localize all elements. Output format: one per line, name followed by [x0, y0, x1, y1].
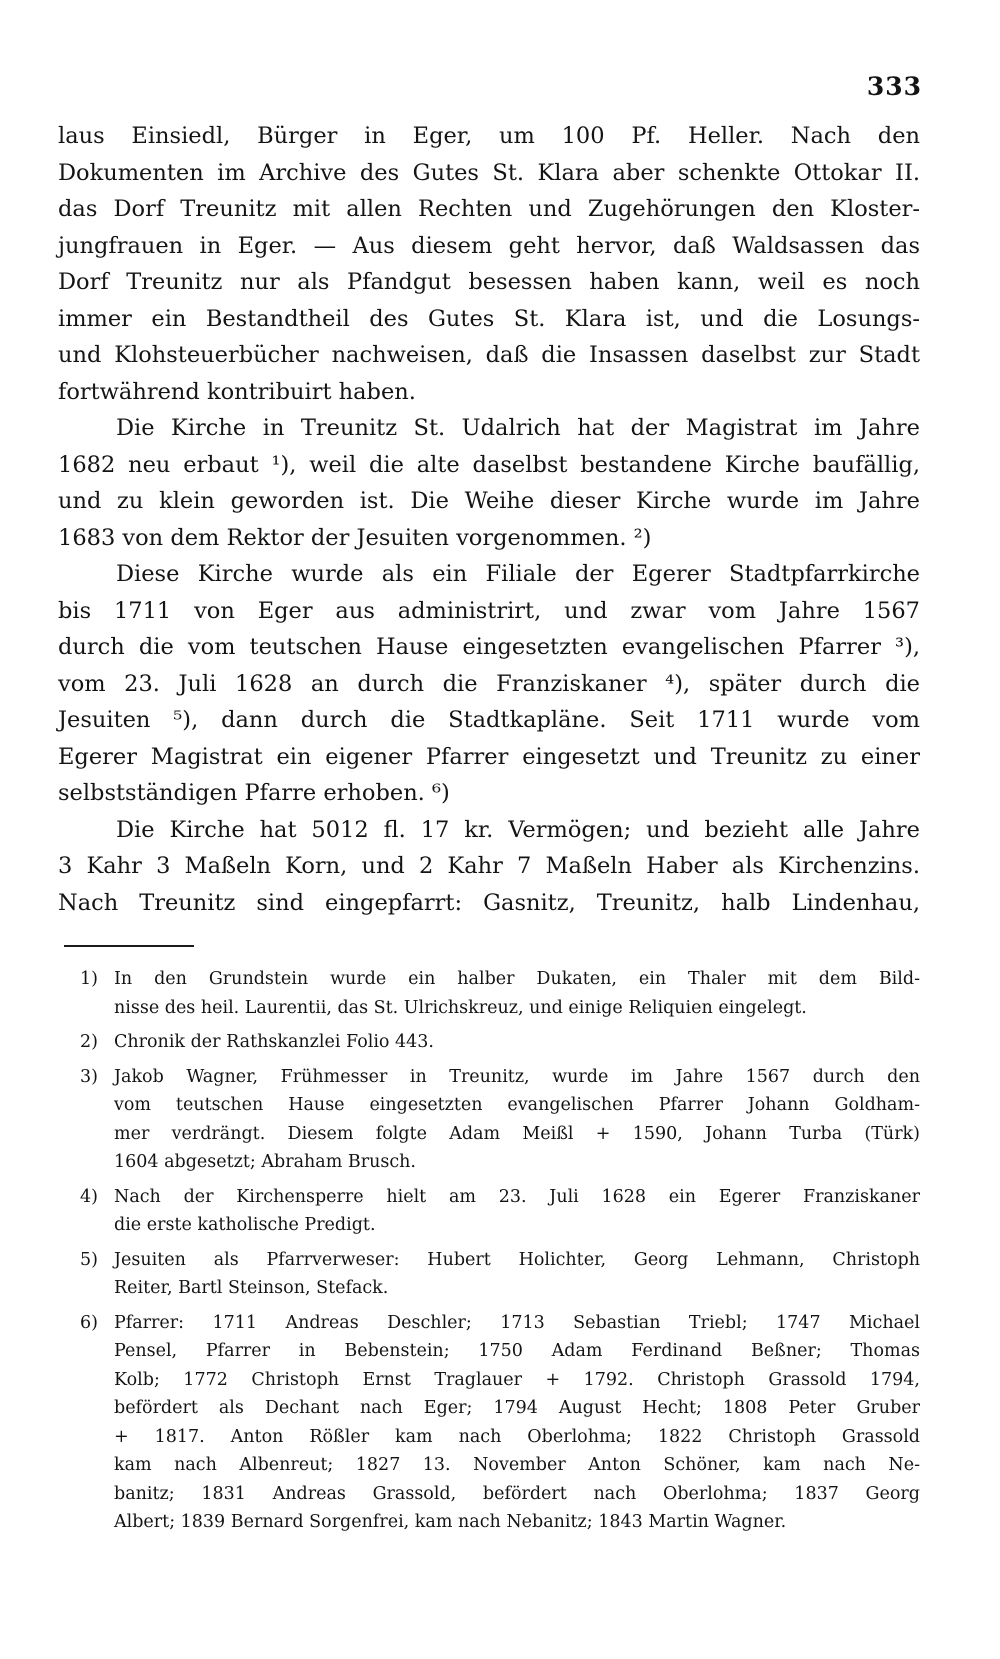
footnote-line: + 1817. Anton Rößler kam nach Oberlohma; 1822 Christoph Grassold	[114, 1426, 920, 1447]
text-line: 3 Kahr 3 Maßeln Korn, und 2 Kahr 7 Maßeln Haber als Kirchenzins.	[58, 853, 920, 879]
footnote-line: Albert; 1839 Bernard Sorgenfrei, kam nach Nebanitz; 1843 Martin Wagner.	[114, 1512, 787, 1532]
footnote-number: 6)	[80, 1312, 98, 1333]
footnote	[80, 1028, 920, 1057]
page-number: 333	[866, 72, 922, 101]
text-line: Dorf Treunitz nur als Pfandgut besessen haben kann, weil es noch	[58, 269, 920, 295]
text-line: laus Einsiedl, Bürger in Eger, um 100 Pf. Heller. Nach den	[58, 123, 920, 149]
footnote-line: Chronik der Rathskanzlei Folio 443.	[114, 1032, 434, 1052]
footnote-line: die erste katholische Predigt.	[114, 1215, 376, 1235]
text-line: und Klohsteuerbücher nachweisen, daß die Insassen daselbst zur Stadt	[58, 342, 920, 368]
footnote-number: 5)	[80, 1249, 98, 1270]
text-line: Nach Treunitz sind eingepfarrt: Gasnitz, Treunitz, halb Lindenhau,	[58, 889, 920, 916]
text-line: Diese Kirche wurde als ein Filiale der Egerer Stadtpfarrkirche	[116, 561, 920, 587]
text-line: selbstständigen Pfarre erhoben. ⁶)	[58, 780, 450, 806]
text-line: jungfrauen in Eger. — Aus diesem geht hervor, daß Waldsassen das	[58, 232, 920, 259]
footnote-line: befördert als Dechant nach Eger; 1794 August Hecht; 1808 Peter Gruber	[114, 1398, 920, 1418]
footnote-line: Kolb; 1772 Christoph Ernst Traglauer + 1792. Christoph Grassold 1794,	[114, 1369, 920, 1390]
footnote	[80, 965, 920, 1022]
text-line: Jesuiten ⁵), dann durch die Stadtkapläne. Seit 1711 wurde vom	[58, 707, 920, 733]
text-line: fortwährend kontribuirt haben.	[58, 378, 416, 405]
footnote-line: Jakob Wagner, Frühmesser in Treunitz, wurde im Jahre 1567 durch den	[114, 1066, 920, 1087]
footnote-line: vom teutschen Hause eingesetzten evangelischen Pfarrer Johann Goldham-	[114, 1095, 920, 1115]
text-line: immer ein Bestandtheil des Gutes St. Klara ist, und die Losungs-	[58, 305, 920, 332]
text-line: Dokumenten im Archive des Gutes St. Klara aber schenkte Ottokar II.	[58, 159, 920, 186]
footnote-number: 4)	[80, 1186, 98, 1207]
text-line: und zu klein geworden ist. Die Weihe dieser Kirche wurde im Jahre	[58, 488, 920, 514]
footnote-line: Nach der Kirchensperre hielt am 23. Juli 1628 ein Egerer Franziskaner	[114, 1186, 920, 1207]
footnote-line: Pfarrer: 1711 Andreas Deschler; 1713 Sebastian Triebl; 1747 Michael	[114, 1312, 920, 1333]
text-line: vom 23. Juli 1628 an durch die Franziskaner ⁴), später durch die	[58, 670, 920, 697]
text-line: bis 1711 von Eger aus administrirt, und zwar vom Jahre 1567	[58, 597, 920, 624]
footnote-line: 1604 abgesetzt; Abraham Brusch.	[114, 1152, 416, 1172]
text-line: Die Kirche hat 5012 fl. 17 kr. Vermögen; und bezieht alle Jahre	[116, 816, 920, 843]
footnote-number: 3)	[80, 1066, 98, 1087]
footnote-line: Pensel, Pfarrer in Bebenstein; 1750 Adam Ferdinand Beßner; Thomas	[114, 1341, 920, 1361]
footnote	[80, 1309, 920, 1537]
text-line: 1682 neu erbaut ¹), weil die alte daselbst bestandene Kirche baufällig,	[58, 451, 920, 478]
footnote-line: Jesuiten als Pfarrverweser: Hubert Holichter, Georg Lehmann, Christoph	[114, 1249, 920, 1270]
footnote-line: nisse des heil. Laurentii, das St. Ulrichskreuz, und einige Reliquien eingelegt.	[114, 997, 807, 1018]
footnote-line: Reiter, Bartl Steinson, Stefack.	[114, 1278, 389, 1298]
footnotes	[80, 965, 920, 1543]
footnote-line: kam nach Albenreut; 1827 13. November Anton Schöner, kam nach Ne-	[114, 1455, 920, 1475]
footnote	[80, 1183, 920, 1240]
text-line: 1683 von dem Rektor der Jesuiten vorgenommen. ²)	[58, 524, 652, 551]
text-line: durch die vom teutschen Hause eingesetzten evangelischen Pfarrer ³),	[58, 634, 920, 660]
footnote-number: 1)	[80, 969, 98, 989]
footnote-separator	[64, 945, 194, 947]
footnote	[80, 1063, 920, 1177]
main-text	[58, 118, 920, 921]
footnote-line: In den Grundstein wurde ein halber Dukaten, ein Thaler mit dem Bild-	[114, 969, 920, 989]
text-line: Egerer Magistrat ein eigener Pfarrer eingesetzt und Treunitz zu einer	[58, 743, 920, 770]
text-line: das Dorf Treunitz mit allen Rechten und Zugehörungen den Kloster-	[58, 196, 920, 222]
footnote-line: banitz; 1831 Andreas Grassold, befördert nach Oberlohma; 1837 Georg	[114, 1483, 920, 1504]
footnote-number: 2)	[80, 1032, 98, 1052]
text-line: Die Kirche in Treunitz St. Udalrich hat der Magistrat im Jahre	[116, 415, 920, 441]
footnote	[80, 1246, 920, 1303]
footnote-line: mer verdrängt. Diesem folgte Adam Meißl + 1590, Johann Turba (Türk)	[114, 1123, 920, 1144]
